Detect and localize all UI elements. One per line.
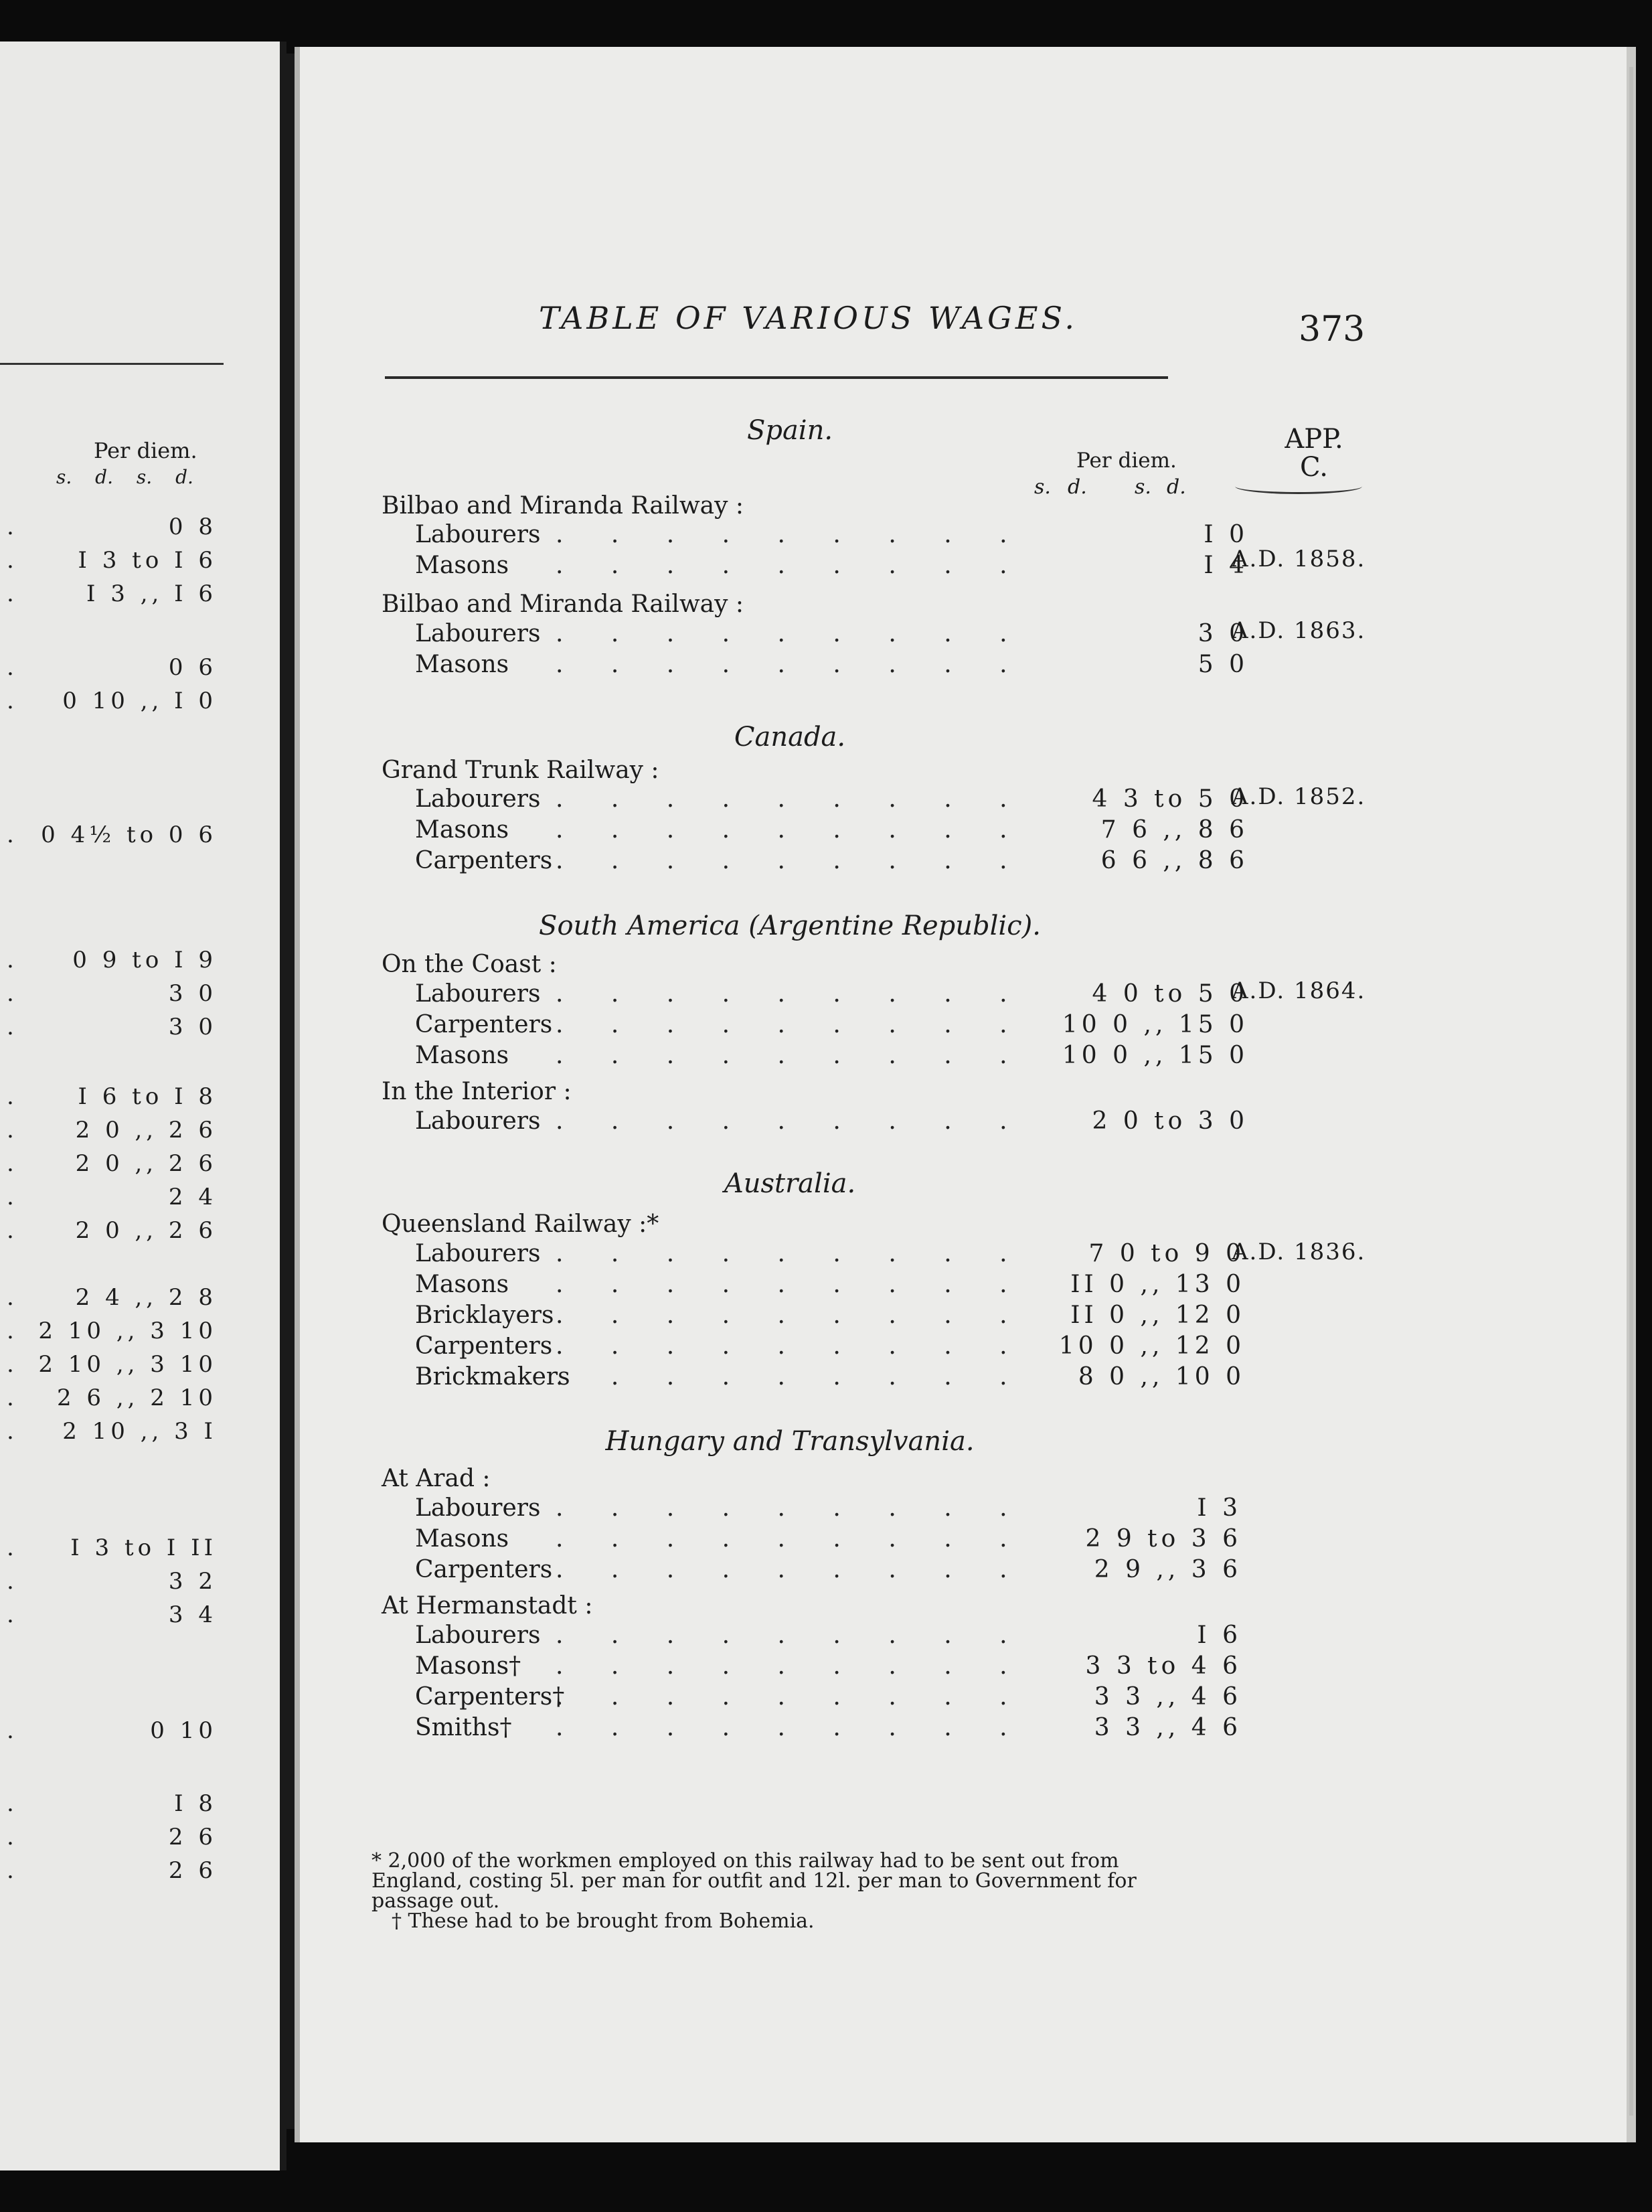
col-pence-1: d.: [1068, 475, 1087, 499]
table-row: Smiths† . . . . . . . . . 3 3 ,, 4 6: [415, 1714, 1242, 1741]
table-row: Labourers . . . . . . . . . I 6: [415, 1622, 1242, 1649]
header-rule: [385, 376, 1168, 379]
page-number: 373: [1299, 309, 1366, 349]
table-row: Labourers . . . . . . . . . I 3: [415, 1494, 1242, 1522]
section-australia: Australia.: [724, 1168, 856, 1199]
table-row: Carpenters . . . . . . . . . 2 9 ,, 3 6: [415, 1556, 1242, 1583]
table-row: Masons . . . . . . . . . 10 0 ,, 15 0: [415, 1042, 1248, 1069]
appendix-label: [1264, 425, 1364, 481]
table-row: Masons . . . . . . . . . I 4: [415, 552, 1248, 579]
date-australia: A.D. 1836.: [1232, 1239, 1366, 1265]
group-grand-trunk: Grand Trunk Railway :: [382, 757, 659, 784]
table-row: Masons . . . . . . . . . 5 0: [415, 651, 1248, 678]
group-hermanstadt: At Hermanstadt :: [382, 1592, 593, 1620]
col-shillings-1: s.: [1034, 475, 1051, 499]
date-spain-1: A.D. 1858.: [1232, 546, 1366, 572]
right-page: [295, 47, 1636, 2142]
table-row: Bricklayers . . . . . . . . . II 0 ,, 12 0: [415, 1301, 1245, 1329]
table-row: Labourers . . . . . . . . . I 0: [415, 521, 1248, 548]
table-row: Masons . . . . . . . . . 7 6 ,, 8 6: [415, 816, 1248, 844]
appendix-brace: [1235, 479, 1362, 494]
section-hungary: Hungary and Transylvania.: [605, 1426, 975, 1457]
table-row: Carpenters . . . . . . . . . 10 0 ,, 15 0: [415, 1011, 1248, 1038]
table-row: Masons† . . . . . . . . . 3 3 to 4 6: [415, 1652, 1242, 1680]
group-on-coast: On the Coast :: [382, 951, 557, 978]
section-canada: Canada.: [734, 722, 846, 753]
footnote-star: * 2,000 of the workmen employed on this railway had to be sent out from England, costing 5l. per man for outfit and 12l. per man to Government for passage out.: [371, 1849, 1137, 1913]
table-row: Masons . . . . . . . . . 2 9 to 3 6: [415, 1525, 1242, 1553]
group-arad: At Arad :: [382, 1465, 491, 1492]
table-row: Brickmakers . . . . . . . . . 8 0 ,, 10 0: [415, 1363, 1245, 1391]
table-row: Labourers . . . . . . . . . 7 0 to 9 0: [415, 1240, 1245, 1267]
per-diem-heading: Per diem.: [1076, 449, 1177, 473]
table-row: Labourers . . . . . . . . . 2 0 to 3 0: [415, 1107, 1248, 1135]
footnotes: [371, 1851, 1202, 1931]
date-south-america: A.D. 1864.: [1232, 977, 1366, 1004]
date-canada: A.D. 1852.: [1232, 783, 1366, 810]
table-row: Labourers . . . . . . . . . 4 0 to 5 0: [415, 980, 1248, 1008]
appendix-app: APP.: [1285, 424, 1343, 455]
appendix-letter: C.: [1300, 452, 1328, 483]
group-queensland: Queensland Railway :*: [382, 1210, 659, 1238]
col-pence-2: d.: [1167, 475, 1186, 499]
table-row: Labourers . . . . . . . . . 4 3 to 5 0: [415, 785, 1248, 813]
running-title: TABLE OF VARIOUS WAGES.: [539, 300, 1078, 336]
col-shillings-2: s.: [1135, 475, 1151, 499]
table-row: Carpenters . . . . . . . . . 10 0 ,, 12 0: [415, 1332, 1245, 1360]
group-bilbao-2: Bilbao and Miranda Railway :: [382, 590, 744, 618]
date-spain-2: A.D. 1863.: [1232, 617, 1366, 644]
left-per-diem-heading: Per diem.: [94, 438, 197, 463]
table-row: Carpenters† . . . . . . . . . 3 3 ,, 4 6: [415, 1683, 1242, 1711]
left-column-heads: s. d. s. d.: [56, 466, 193, 488]
left-page-rule: [0, 363, 224, 365]
table-row: Labourers . . . . . . . . . 3 0: [415, 620, 1248, 647]
group-interior: In the Interior :: [382, 1078, 572, 1105]
group-bilbao-1: Bilbao and Miranda Railway :: [382, 492, 744, 520]
page-edge: [1629, 67, 1633, 2116]
table-row: Masons . . . . . . . . . II 0 ,, 13 0: [415, 1271, 1245, 1298]
table-row: Carpenters . . . . . . . . . 6 6 ,, 8 6: [415, 847, 1248, 874]
section-spain: Spain.: [746, 415, 833, 446]
section-south-america: South America (Argentine Republic).: [539, 911, 1041, 941]
footnote-dagger: † These had to be brought from Bohemia.: [392, 1909, 815, 1933]
left-page: Per diem. s. d. s. d. . 0 8 . I 3 to I 6 . I 3 ,, I 6 . 0 6 . 0 10 ,, I 0 . 0 4½ to 0 6 . 0 9 to I 9 . 3 0 . 3 0 . I 6 to I 8 . 2 0 ,, 2 6 . 2 0 ,, 2 6 . 2 4 . 2 0 ,, 2 6 . 2 4 ,, 2 8 . 2 10 ,, 3 10 . 2 10 ,, 3 10 . 2 6 ,, 2 10 . 2 10 ,, 3 I . I 3 to I II . 3 2 . 3 4 . 0 10 . I 8 . 2 6 . 2 6: [0, 42, 286, 2170]
